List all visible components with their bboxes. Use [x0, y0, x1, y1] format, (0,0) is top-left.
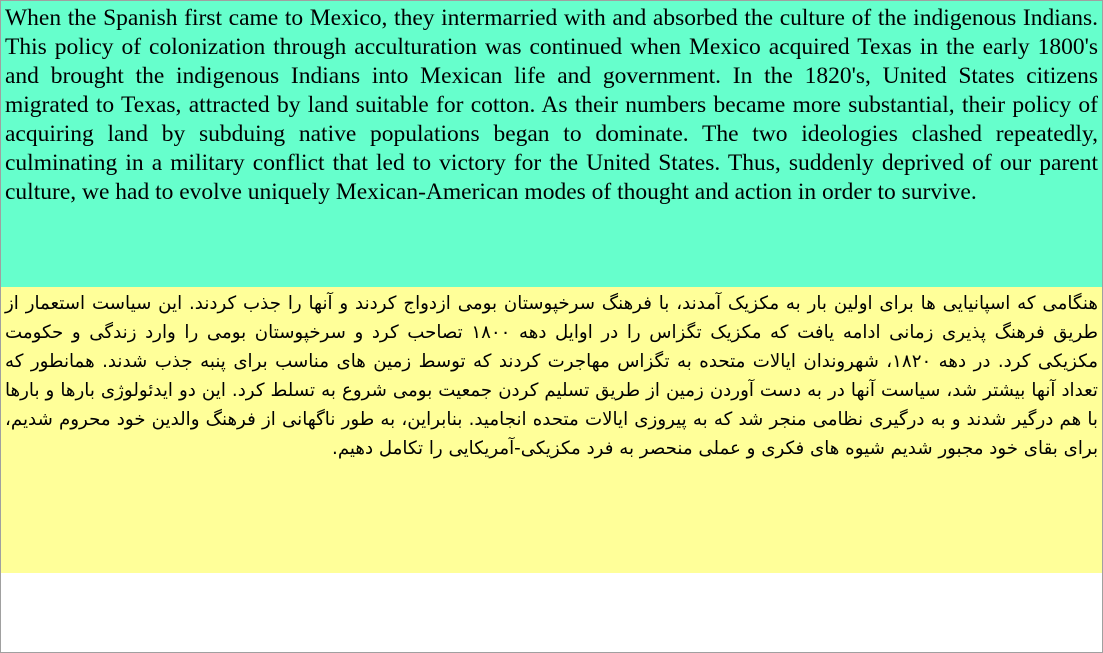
empty-area	[1, 573, 1102, 652]
persian-paragraph: هنگامی که اسپانیایی ها برای اولین بار به مکزیک آمدند، با فرهنگ سرخپوستان بومی ازدواج کردند و آنها را جذب کردند. این سیاست استعمار از طریق فرهنگ پذیری زمانی ادامه یافت که مکزیک تگزاس را در اوایل دهه ۱۸۰۰ تصاحب کرد و سرخپوستان بومی را وارد زندگی و حکومت مکزیکی کرد. در دهه ۱۸۲۰، شهروندان ایالات متحده به تگزاس مهاجرت کردند که توسط زمین های مناسب برای پنبه جذب شدند. همانطور که تعداد آنها بیشتر شد، سیاست آنها در به دست آوردن زمین از طریق تسلیم کردن جمعیت بومی شروع به تسلط کرد. این دو ایدئولوژی بارها و بارها با هم درگیر شدند و به درگیری نظامی منجر شد که به پیروزی ایالات متحده انجامید. بنابراین، به طور ناگهانی از فرهنگ والدین خود محروم شدیم، برای بقای خود مجبور شدیم شیوه های فکری و عملی منحصر به فرد مکزیکی-آمریکایی را تکامل دهیم.	[5, 293, 1098, 459]
persian-text-block	[1, 287, 1102, 573]
english-paragraph: When the Spanish first came to Mexico, they intermarried with and absorbed the culture of the indigenous Indians. This policy of colonization through acculturation was continued when Mexico acquired Texas in the early 1800's and brought the indigenous Indians into Mexican life and government. In the 1820's, United States citizens migrated to Texas, attracted by land suitable for cotton. As their numbers became more substantial, their policy of acquiring land by subduing native populations began to dominate. The two ideologies clashed repeatedly, culminating in a military conflict that led to victory for the United States. Thus, suddenly deprived of our parent culture, we had to evolve uniquely Mexican-American modes of thought and action in order to survive.	[5, 5, 1098, 205]
english-text-block	[1, 1, 1102, 287]
